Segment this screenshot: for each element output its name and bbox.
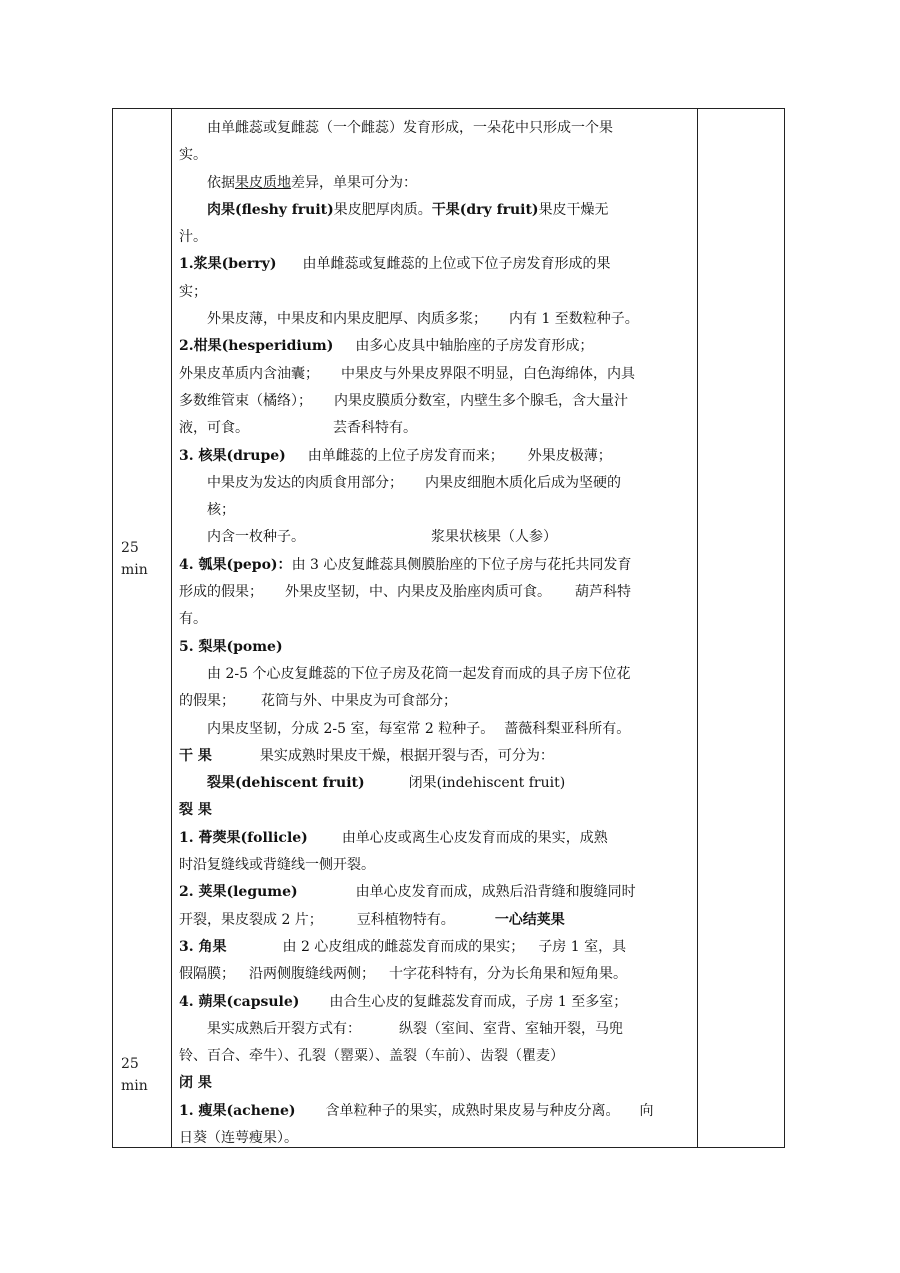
heading-hesperidium: 2.柑果(hesperidium) <box>179 338 334 355</box>
text-line: 的假果； 花筒与外、中果皮为可食部分； <box>179 693 457 710</box>
text-line: 铃、百合、牵牛）、孔裂（罂粟）、盖裂（车前）、齿裂（瞿麦） <box>179 1048 564 1065</box>
text-line: 内含一枚种子。 浆果状核果（人参） <box>207 529 557 546</box>
text-line: 液，可食。 芸香科特有。 <box>179 420 417 437</box>
text-line: 果实成熟后开裂方式有： 纵裂（室间、室背、室轴开裂，马兜 <box>207 1020 623 1037</box>
heading-achene: 1. 瘦果(achene) <box>179 1102 296 1119</box>
text-line: 4. 瓠果(pepo)：由 3 心皮复雌蕊具侧膜胎座的下位子房与花托共同发育 <box>179 556 632 573</box>
heading-dehiscent: 裂 果 <box>179 802 212 819</box>
text-line: 有。 <box>179 611 207 628</box>
text-line: 由单雌蕊或复雌蕊（一个雌蕊）发育形成，一朵花中只形成一个果 <box>207 120 613 136</box>
text-line: 日葵（连萼瘦果）。 <box>179 1129 298 1146</box>
heading-indehiscent: 闭 果 <box>179 1075 212 1092</box>
heading-pome: 5. 梨果(pome) <box>179 638 283 655</box>
text-line: 1. 瘦果(achene) 含单粒种子的果实，成熟时果皮易与种皮分离。 向 <box>179 1102 654 1119</box>
text-line: 多数维管束（橘络）； 内果皮膜质分数室，内壁生多个腺毛，含大量汁 <box>179 392 628 409</box>
text-line: 外果皮薄，中果皮和内果皮肥厚、肉质多浆； 内有 1 至数粒种子。 <box>207 311 639 328</box>
heading-legume: 2. 荚果(legume) <box>179 884 298 901</box>
text-line: 肉果(fleshy fruit)果皮肥厚肉质。干果(dry fruit)果皮干燥无 <box>207 201 609 218</box>
text-line: 依据果皮质地差异，单果可分为： <box>207 174 417 191</box>
time-label-1: 25 min <box>121 540 148 578</box>
column-divider-left <box>171 109 172 1147</box>
text-line: 由 2-5 个心皮复雌蕊的下位子房及花筒一起发育而成的具子房下位花 <box>207 665 631 682</box>
text-line: 2.柑果(hesperidium) 由多心皮具中轴胎座的子房发育形成； <box>179 338 594 355</box>
text-line: 外果皮革质内含油囊； 中果皮与外果皮界限不明显，白色海绵体，内具 <box>179 365 635 382</box>
text-line <box>179 1070 695 1097</box>
text-line: 1.浆果(berry) 由单雌蕊或复雌蕊的上位或下位子房发育形成的果 <box>179 256 611 273</box>
text-line: 干 果 果实成熟时果皮干燥，根据开裂与否，可分为： <box>179 747 554 764</box>
text-line: 3. 核果(drupe) 由单雌蕊的上位子房发育而来； 外果皮极薄； <box>179 447 612 464</box>
term-fleshy-fruit: 肉果(fleshy fruit) <box>207 201 334 218</box>
term-one-carpel-legume: 一心结荚果 <box>494 911 565 928</box>
text-line: 裂果(dehiscent fruit) 闭果(indehiscent fruit) <box>207 775 566 792</box>
text-line: 汁。 <box>179 229 207 246</box>
underlined-term: 果皮质地 <box>235 174 291 191</box>
text-line: 核； <box>207 502 235 519</box>
text-line <box>179 797 695 824</box>
text-line: 3. 角果 由 2 心皮组成的雌蕊发育而成的果实； 子房 1 室，具 <box>179 938 627 955</box>
term-dehiscent-fruit: 裂果(dehiscent fruit) <box>207 775 365 792</box>
lesson-content <box>179 115 695 1152</box>
text-line: 2. 荚果(legume) 由单心皮发育而成，成熟后沿背缝和腹缝同时 <box>179 884 636 901</box>
heading-drupe: 3. 核果(drupe) <box>179 447 286 464</box>
text-line: 假隔膜； 沿两侧腹缝线两侧； 十字花科特有，分为长角果和短角果。 <box>179 966 627 983</box>
text-line: 实。 <box>179 147 207 164</box>
text-line: 实； <box>179 283 207 300</box>
heading-silique: 3. 角果 <box>179 938 227 955</box>
text-line: 时沿复缝线或背缝线一侧开裂。 <box>179 857 375 874</box>
text-line: 1. 蓇葖果(follicle) 由单心皮或离生心皮发育而成的果实，成熟 <box>179 829 608 846</box>
term-dry-fruit: 干果(dry fruit) <box>431 201 539 218</box>
time-label-2: 25 min <box>121 1056 148 1094</box>
heading-berry: 1.浆果(berry) <box>179 256 277 273</box>
column-divider-right <box>697 109 698 1147</box>
heading-follicle: 1. 蓇葖果(follicle) <box>179 829 308 846</box>
text-line <box>179 634 695 661</box>
text-line: 中果皮为发达的肉质食用部分； 内果皮细胞木质化后成为坚硬的 <box>207 474 621 491</box>
text-line: 内果皮坚韧，分成 2-5 室，每室常 2 粒种子。 蔷薇科梨亚科所有。 <box>207 720 631 737</box>
text-line: 形成的假果； 外果皮坚韧，中、内果皮及胎座肉质可食。 葫芦科特 <box>179 584 631 601</box>
text-line: 开裂，果皮裂成 2 片； 豆科植物特有。 一心结荚果 <box>179 911 565 928</box>
heading-dry-fruit: 干 果 <box>179 747 212 764</box>
heading-capsule: 4. 蒴果(capsule) <box>179 993 300 1010</box>
heading-pepo: 4. 瓠果(pepo)： <box>179 556 292 573</box>
lesson-table <box>112 108 785 1148</box>
text-line: 4. 蒴果(capsule) 由合生心皮的复雌蕊发育而成，子房 1 至多室； <box>179 993 628 1010</box>
